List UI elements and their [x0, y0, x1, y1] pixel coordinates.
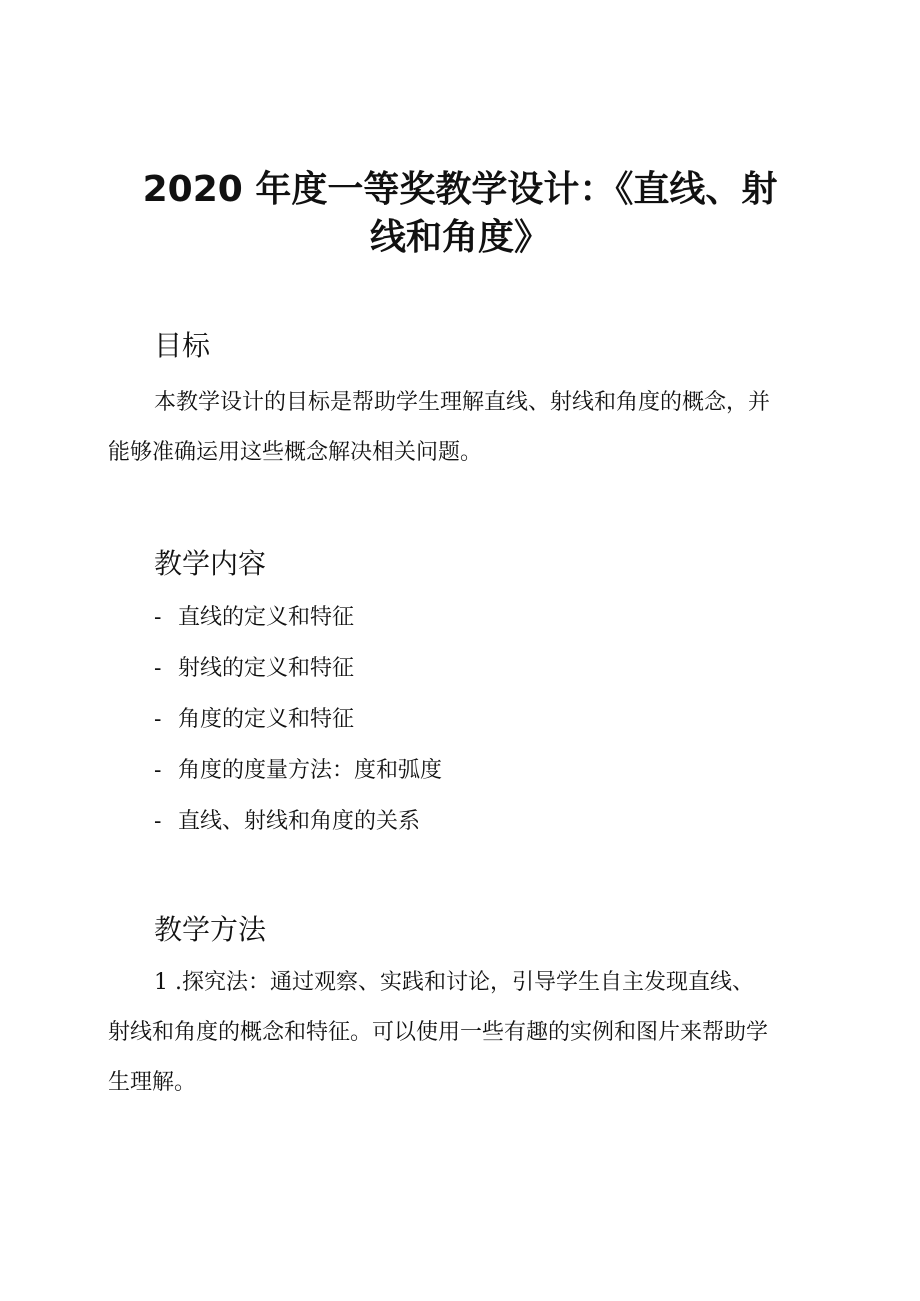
list-item-text: 直线的定义和特征 — [178, 605, 355, 630]
document-title — [130, 166, 790, 262]
method-line-1: 1 .探究法：通过观察、实践和讨论，引导学生自主发现直线、 — [154, 970, 754, 995]
list-item — [154, 751, 442, 802]
list-item-text: 角度的定义和特征 — [178, 707, 355, 732]
goal-line-1: 本教学设计的目标是帮助学生理解直线、射线和角度的概念，并 — [154, 390, 771, 415]
list-item — [154, 649, 442, 700]
bullet-dash: - — [154, 758, 162, 783]
title-line-2: 线和角度》 — [369, 217, 550, 258]
list-item — [154, 700, 442, 751]
list-item-text: 射线的定义和特征 — [178, 656, 355, 681]
list-item-text: 直线、射线和角度的关系 — [178, 809, 421, 834]
method-line-3: 生理解。 — [108, 1070, 197, 1095]
method-paragraph — [108, 958, 808, 1108]
method-line-2: 射线和角度的概念和特征。可以使用一些有趣的实例和图片来帮助学 — [108, 1020, 769, 1045]
goal-heading: 目标 — [154, 329, 211, 362]
goal-paragraph — [108, 378, 808, 478]
list-item — [154, 802, 442, 853]
bullet-dash: - — [154, 656, 162, 681]
bullet-dash: - — [154, 809, 162, 834]
content-list — [154, 598, 442, 853]
goal-line-2: 能够准确运用这些概念解决相关问题。 — [108, 440, 483, 465]
content-heading: 教学内容 — [154, 547, 267, 580]
list-item — [154, 598, 442, 649]
bullet-dash: - — [154, 707, 162, 732]
title-line-1: 2020 年度一等奖教学设计：《直线、射 — [142, 169, 778, 210]
bullet-dash: - — [154, 605, 162, 630]
method-heading: 教学方法 — [154, 913, 267, 946]
list-item-text: 角度的度量方法：度和弧度 — [178, 758, 443, 783]
